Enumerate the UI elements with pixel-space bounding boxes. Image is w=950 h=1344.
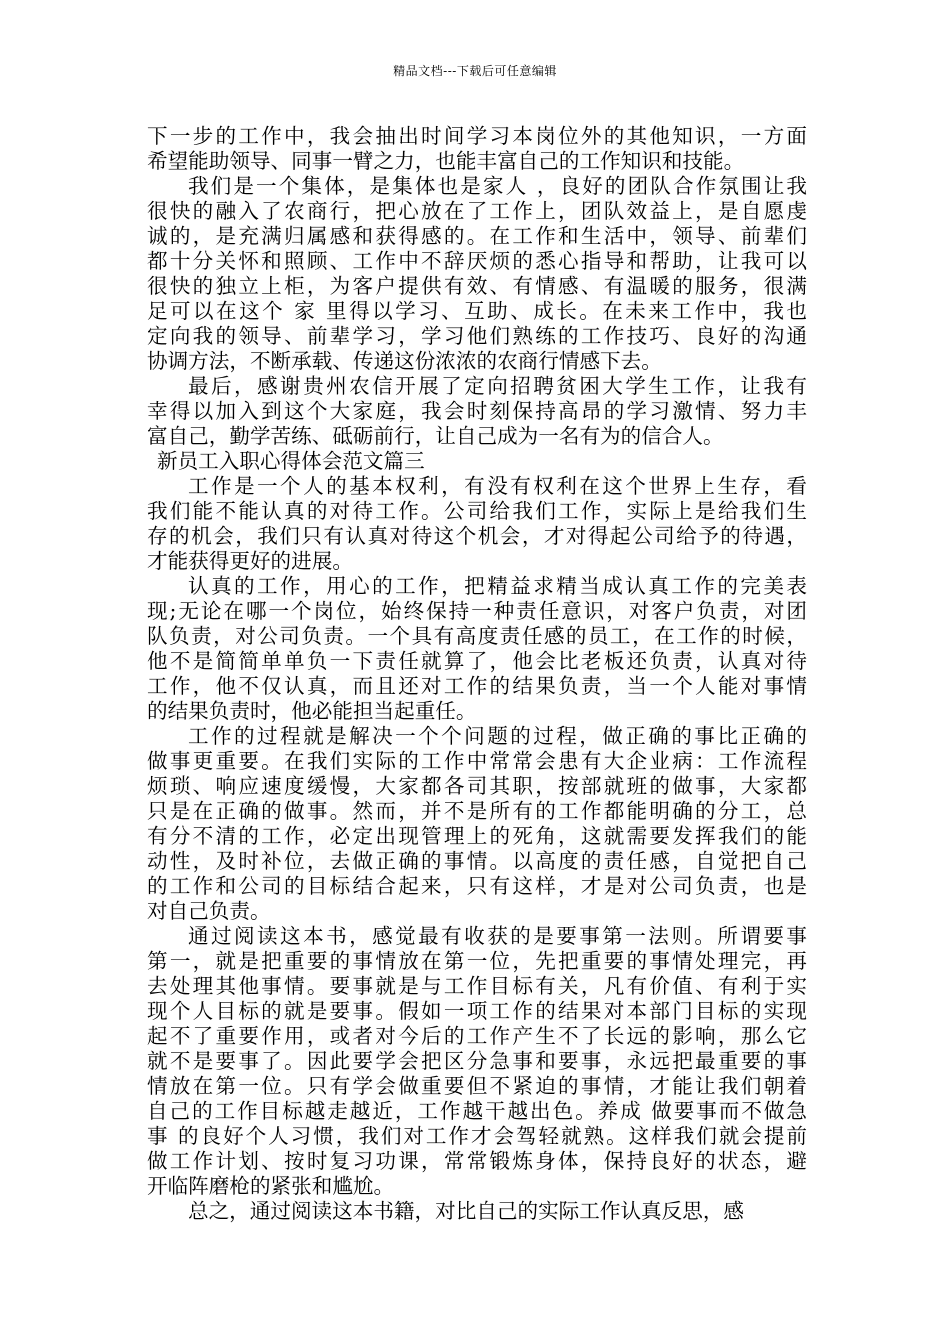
text-line: 希望能助领导、同事一臂之力，也能丰富自己的工作知识和技能。 — [147, 149, 745, 173]
text-line: 现个人目标的就是要事。假如一项工作的结果对本部门目标的实现 — [147, 999, 807, 1023]
text-line: 很快的融入了农商行，把心放在了工作上，团队效益上，是自愿虔 — [147, 199, 807, 223]
paragraph-first-line: 最后，感谢贵州农信开展了定向招聘贫困大学生工作，让我有 — [188, 374, 807, 398]
text-line: 情放在第一位。只有学会做重要但不紧迫的事情，才能让我们朝着 — [147, 1074, 807, 1098]
text-line: 的结果负责时，他必能担当起重任。 — [147, 699, 477, 723]
text-line: 工作，他不仅认真，而且还对工作的结果负责，当一个人能对事情 — [147, 674, 807, 698]
text-line: 足可以在这个 家 里得以学习、互助、成长。在未来工作中，我也 — [147, 299, 807, 323]
text-line: 事 的良好个人习惯，我们对工作才会驾轻就熟。这样我们就会提前 — [147, 1124, 807, 1148]
paragraph-first-line: 认真的工作，用心的工作，把精益求精当成认真工作的完美表 — [188, 574, 807, 598]
text-line: 队负责，对公司负责。一个具有高度责任感的员工，在工作的时候， — [147, 624, 807, 648]
paragraph-first-line: 工作的过程就是解决一个个问题的过程，做正确的事比正确的 — [188, 724, 807, 748]
text-line: 起不了重要作用，或者对今后的工作产生不了长远的影响，那么它 — [147, 1024, 807, 1048]
text-line: 定向我的领导、前辈学习，学习他们熟练的工作技巧、良好的沟通 — [147, 324, 807, 348]
document-body — [147, 124, 807, 1224]
page-header: 精品文档---下载后可任意编辑 — [393, 64, 557, 78]
text-line: 富自己，勤学苦练、砥砺前行，让自己成为一名有为的信合人。 — [147, 424, 724, 448]
text-line: 烦琐、响应速度缓慢，大家都各司其职，按部就班的做事，大家都 — [147, 774, 807, 798]
text-line: 现;无论在哪一个岗位，始终保持一种责任意识，对客户负责，对团 — [147, 599, 807, 623]
paragraph-first-line: 我们是一个集体，是集体也是家人 ，良好的团队合作氛围让我 — [188, 174, 807, 198]
text-line: 他不是简简单单负一下责任就算了，他会比老板还负责，认真对待 — [147, 649, 807, 673]
text-line: 只是在正确的做事。然而，并不是所有的工作都能明确的分工，总 — [147, 799, 807, 823]
text-line: 做事更重要。在我们实际的工作中常常会患有大企业病：工作流程 — [147, 749, 807, 773]
text-line: 下一步的工作中，我会抽出时间学习本岗位外的其他知识，一方面 — [147, 124, 807, 148]
text-line: 协调方法，不断承载、传递这份浓浓的农商行情感下去。 — [147, 349, 662, 373]
text-line: 对自己负责。 — [147, 899, 271, 923]
text-line: 去处理其他事情。要事就是与工作目标有关，凡有价值、有利于实 — [147, 974, 807, 998]
text-line: 做工作计划、按时复习功课，常常锻炼身体，保持良好的状态，避 — [147, 1149, 807, 1173]
text-line: 动性，及时补位，去做正确的事情。以高度的责任感，自觉把自己 — [147, 849, 807, 873]
text-line: 都十分关怀和照顾、工作中不辞厌烦的悉心指导和帮助，让我可以 — [147, 249, 807, 273]
text-line: 幸得以加入到这个大家庭，我会时刻保持高昂的学习激情、努力丰 — [147, 399, 807, 423]
text-line: 才能获得更好的进展。 — [147, 549, 353, 573]
text-line: 开临阵磨枪的紧张和尴尬。 — [147, 1174, 395, 1198]
paragraph-first-line: 总之，通过阅读这本书籍，对比自己的实际工作认真反思，感 — [188, 1199, 745, 1223]
text-line: 我们能不能认真的对待工作。公司给我们工作，实际上是给我们生 — [147, 499, 807, 523]
section-heading: 新员工入职心得体会范文篇三 — [157, 449, 425, 473]
text-line: 有分不清的工作，必定出现管理上的死角，这就需要发挥我们的能 — [147, 824, 807, 848]
text-line: 很快的独立上柜，为客户提供有效、有情感、有温暖的服务，很满 — [147, 274, 807, 298]
text-line: 第一，就是把重要的事情放在第一位，先把重要的事情处理完，再 — [147, 949, 807, 973]
paragraph-first-line: 工作是一个人的基本权利，有没有权利在这个世界上生存，看 — [188, 474, 807, 498]
text-line: 诚的，是充满归属感和获得感的。在工作和生活中，领导、前辈们 — [147, 224, 807, 248]
text-line: 就不是要事了。因此要学会把区分急事和要事，永远把最重要的事 — [147, 1049, 807, 1073]
paragraph-first-line: 通过阅读这本书，感觉最有收获的是要事第一法则。所谓要事 — [188, 924, 807, 948]
text-line: 存的机会，我们只有认真对待这个机会，才对得起公司给予的待遇， — [147, 524, 807, 548]
text-line: 的工作和公司的目标结合起来，只有这样，才是对公司负责，也是 — [147, 874, 807, 898]
text-line: 自己的工作目标越走越近，工作越干越出色。养成 做要事而不做急 — [147, 1099, 807, 1123]
